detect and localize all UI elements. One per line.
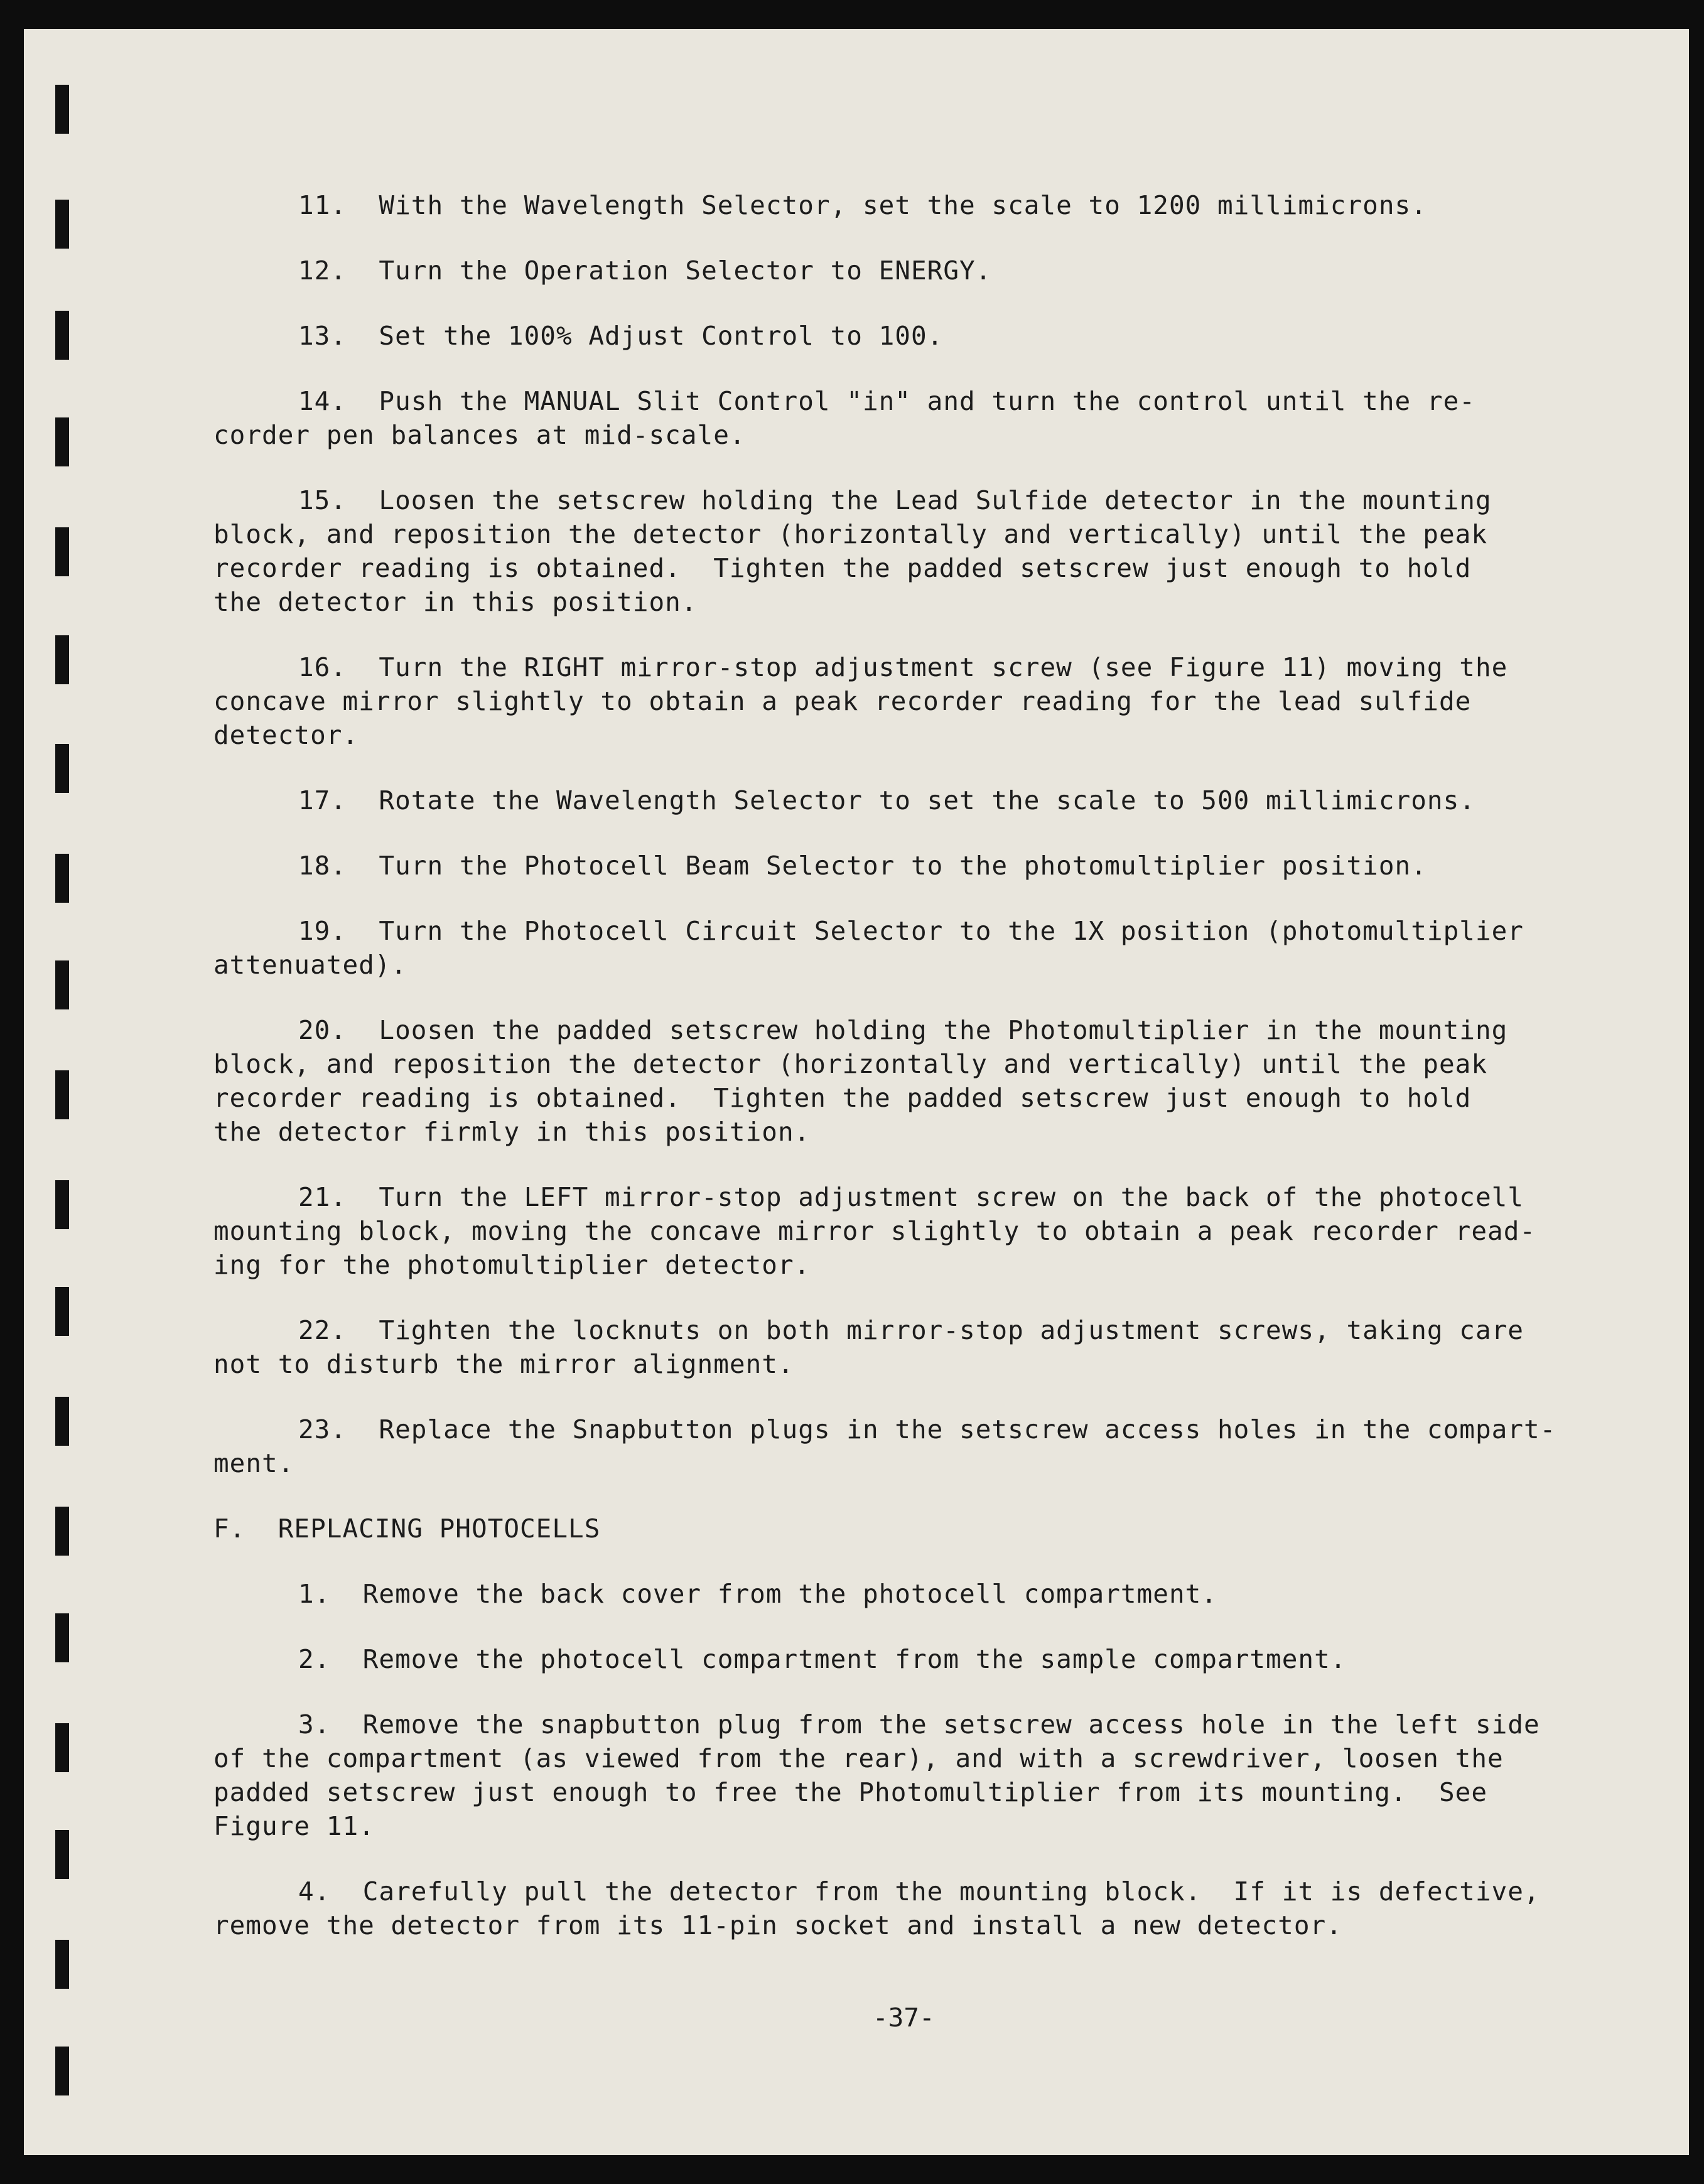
step-line: attenuated). bbox=[213, 950, 407, 980]
step-line: 13. Set the 100% Adjust Control to 100. bbox=[298, 321, 944, 351]
step-line: remove the detector from its 11-pin socket and install a new detector. bbox=[213, 1910, 1342, 1940]
step-paragraph bbox=[213, 914, 1607, 982]
scan-top-edge bbox=[0, 0, 1704, 29]
step-paragraph bbox=[213, 849, 1607, 883]
step-line: detector. bbox=[213, 720, 359, 750]
step-line: padded setscrew just enough to free the Photomultiplier from its mounting. See bbox=[213, 1777, 1488, 1807]
step-line: concave mirror slightly to obtain a peak recorder reading for the lead sulfide bbox=[213, 686, 1472, 716]
step-line: the detector firmly in this position. bbox=[213, 1117, 811, 1147]
step-line: ment. bbox=[213, 1448, 294, 1478]
step-paragraph bbox=[213, 783, 1607, 817]
binding-hole bbox=[55, 1940, 69, 1989]
step-line: of the compartment (as viewed from the rear), and with a screwdriver, loosen the bbox=[213, 1743, 1504, 1773]
step-paragraph bbox=[213, 1180, 1607, 1282]
step-line: 3. Remove the snapbutton plug from the setscrew access hole in the left side bbox=[298, 1709, 1540, 1740]
step-paragraph bbox=[213, 1642, 1607, 1676]
step-line: corder pen balances at mid-scale. bbox=[213, 420, 746, 450]
step-line: 11. With the Wavelength Selector, set the scale to 1200 millimicrons. bbox=[298, 190, 1427, 220]
binding-hole bbox=[55, 635, 69, 684]
step-line: 22. Tighten the locknuts on both mirror-stop adjustment screws, taking care bbox=[298, 1315, 1524, 1345]
binding-hole bbox=[55, 1070, 69, 1119]
step-paragraph bbox=[213, 1013, 1607, 1149]
binding-hole bbox=[55, 200, 69, 249]
step-paragraph bbox=[213, 1313, 1607, 1381]
step-paragraph bbox=[213, 483, 1607, 619]
step-paragraph bbox=[213, 650, 1607, 752]
step-line: ing for the photomultiplier detector. bbox=[213, 1250, 811, 1280]
step-line: 20. Loosen the padded setscrew holding the Photomultiplier in the mounting bbox=[298, 1015, 1508, 1045]
section-heading: F. REPLACING PHOTOCELLS bbox=[213, 1514, 601, 1544]
step-paragraph bbox=[213, 188, 1607, 222]
step-paragraph bbox=[213, 254, 1607, 288]
step-line: 23. Replace the Snapbutton plugs in the setscrew access holes in the compart- bbox=[298, 1414, 1556, 1444]
step-line: 15. Loosen the setscrew holding the Lead Sulfide detector in the mounting bbox=[298, 485, 1492, 515]
step-line: recorder reading is obtained. Tighten the padded setscrew just enough to hold bbox=[213, 553, 1472, 583]
step-line: 21. Turn the LEFT mirror-stop adjustment screw on the back of the photocell bbox=[298, 1182, 1524, 1212]
step-line: 17. Rotate the Wavelength Selector to set the scale to 500 millimicrons. bbox=[298, 785, 1475, 815]
binding-hole bbox=[55, 1397, 69, 1446]
step-line: 12. Turn the Operation Selector to ENERGY. bbox=[298, 256, 992, 286]
step-line: 14. Push the MANUAL Slit Control "in" and turn the control until the re- bbox=[298, 386, 1475, 416]
step-line: 2. Remove the photocell compartment from the sample compartment. bbox=[298, 1644, 1347, 1674]
binding-hole bbox=[55, 960, 69, 1009]
binding-hole bbox=[55, 1287, 69, 1336]
step-line: not to disturb the mirror alignment. bbox=[213, 1349, 794, 1379]
step-paragraph bbox=[213, 1875, 1607, 1942]
step-line: mounting block, moving the concave mirror slightly to obtain a peak recorder read- bbox=[213, 1216, 1536, 1246]
binding-hole bbox=[55, 1723, 69, 1772]
step-line: block, and reposition the detector (horizontally and vertically) until the peak bbox=[213, 519, 1488, 549]
binding-hole bbox=[55, 1180, 69, 1229]
step-line: block, and reposition the detector (horizontally and vertically) until the peak bbox=[213, 1049, 1488, 1079]
step-line: 18. Turn the Photocell Beam Selector to the photomultiplier position. bbox=[298, 851, 1427, 881]
step-paragraph bbox=[213, 1708, 1607, 1843]
step-line: 19. Turn the Photocell Circuit Selector to the 1X position (photomultiplier bbox=[298, 916, 1524, 946]
body-text bbox=[213, 188, 1607, 1974]
step-paragraph bbox=[213, 319, 1607, 353]
scan-left-edge bbox=[0, 0, 24, 2184]
binding-hole bbox=[55, 744, 69, 793]
step-paragraph bbox=[213, 1577, 1607, 1611]
step-line: Figure 11. bbox=[213, 1811, 375, 1841]
binding-hole bbox=[55, 527, 69, 576]
step-line: 4. Carefully pull the detector from the mounting block. If it is defective, bbox=[298, 1876, 1540, 1907]
binding-hole bbox=[55, 2047, 69, 2095]
procedure-steps bbox=[213, 188, 1607, 1480]
binding-hole bbox=[55, 854, 69, 903]
step-line: recorder reading is obtained. Tighten the padded setscrew just enough to hold bbox=[213, 1083, 1472, 1113]
page-number: -37- bbox=[873, 2003, 935, 2033]
binding-hole bbox=[55, 1507, 69, 1556]
step-paragraph bbox=[213, 1412, 1607, 1480]
step-paragraph bbox=[213, 384, 1607, 452]
binding-hole bbox=[55, 417, 69, 466]
binding-hole bbox=[55, 85, 69, 134]
step-line: the detector in this position. bbox=[213, 587, 698, 617]
binding-hole bbox=[55, 1613, 69, 1662]
step-line: 16. Turn the RIGHT mirror-stop adjustment screw (see Figure 11) moving the bbox=[298, 652, 1508, 682]
binding-hole bbox=[55, 311, 69, 360]
step-line: 1. Remove the back cover from the photocell compartment. bbox=[298, 1579, 1217, 1609]
binding-hole bbox=[55, 1830, 69, 1879]
section-f-steps bbox=[213, 1577, 1607, 1942]
